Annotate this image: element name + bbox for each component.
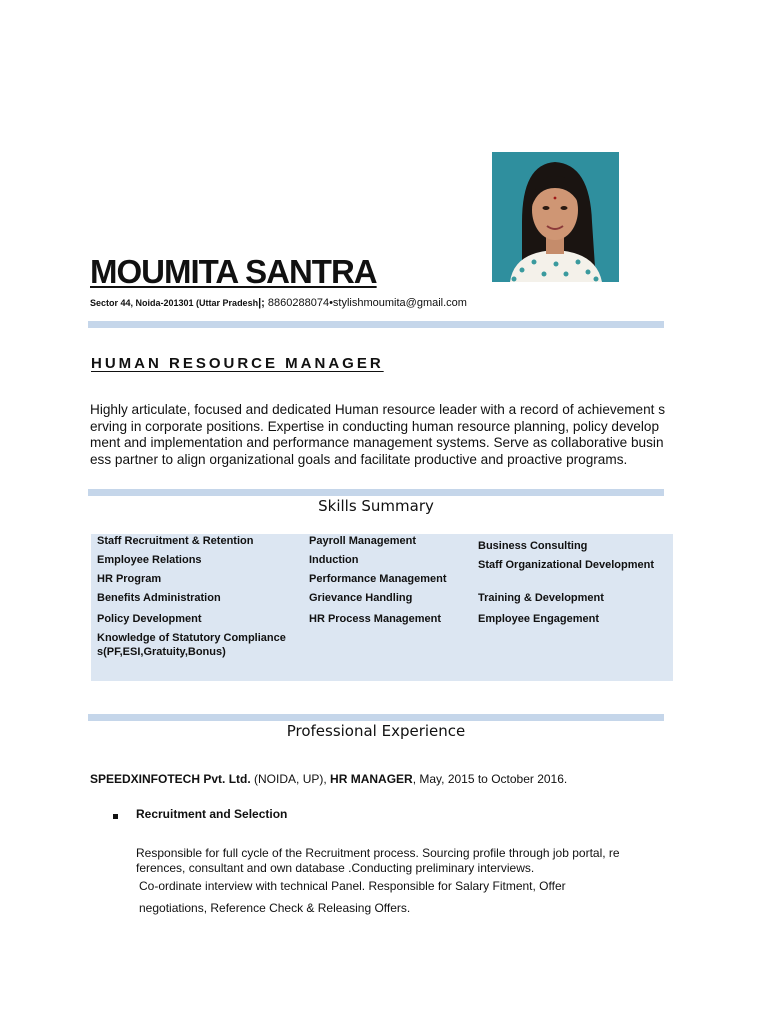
- candidate-name: MOUMITA SANTRA: [90, 253, 377, 290]
- skill-item: Grievance Handling: [309, 592, 413, 604]
- phone-number: 8860288074: [264, 297, 330, 309]
- skill-item: Employee Engagement: [478, 613, 600, 625]
- profile-photo: [492, 152, 619, 282]
- email-address[interactable]: stylishmoumita@gmail.com: [332, 297, 467, 309]
- responsibility-title: Recruitment and Selection: [136, 807, 288, 821]
- responsibility-line: ferences, consultant and own database .Conducting preliminary interviews.: [136, 861, 535, 875]
- experience-heading: Professional Experience: [286, 722, 466, 740]
- responsibility-line: negotiations, Reference Check & Releasing Offers.: [139, 901, 411, 915]
- portrait-image: [492, 152, 619, 282]
- contact-line: [90, 296, 467, 310]
- job-title: HUMAN RESOURCE MANAGER: [91, 355, 384, 372]
- skill-item: Staff Recruitment & Retention: [97, 535, 254, 547]
- skill-item: Policy Development: [97, 613, 202, 625]
- skill-item: Training & Development: [478, 592, 604, 604]
- skills-table: [91, 534, 673, 681]
- role-title: HR MANAGER: [330, 772, 413, 786]
- skill-item: Knowledge of Statutory Compliance s(PF,ESI,Gratuity,Bonus): [97, 632, 286, 658]
- skill-item: HR Process Management: [309, 613, 442, 625]
- experience-divider: [88, 714, 664, 721]
- skill-item: HR Program: [97, 573, 162, 585]
- responsibility-line: Co-ordinate interview with technical Panel. Responsible for Salary Fitment, Offer: [139, 879, 566, 893]
- company-location: (NOIDA, UP),: [250, 772, 331, 786]
- skills-divider: [88, 489, 664, 496]
- skill-item: Benefits Administration: [97, 592, 221, 604]
- skill-item: Employee Relations: [97, 554, 202, 566]
- address: Sector 44, Noida-201301 (Uttar Pradesh: [90, 298, 259, 308]
- company-name: SPEEDXINFOTECH Pvt. Ltd.: [90, 772, 251, 786]
- employment-line: [90, 772, 567, 786]
- skill-item: Business Consulting: [478, 540, 588, 552]
- responsibility-line: Responsible for full cycle of the Recruitment process. Sourcing profile through job portal, re: [136, 846, 620, 860]
- skill-item: Staff Organizational Development: [478, 559, 655, 571]
- skills-heading: Skills Summary: [318, 497, 434, 515]
- address-separator: |;: [258, 297, 265, 309]
- bullet-icon: [113, 814, 118, 819]
- skill-item: Performance Management: [309, 573, 447, 585]
- email-separator: •: [329, 297, 333, 309]
- header-divider: [88, 321, 664, 328]
- profile-summary: Highly articulate, focused and dedicated Human resource leader with a record of achievement serving in corporate positions. Expertise in conducting human resource planning, policy development and implementation and performance management systems. Serve as collaborative business partner to align organizational goals and facilitate productive and proactive programs.: [90, 402, 666, 467]
- skill-item: Payroll Management: [309, 535, 416, 547]
- employment-period: , May, 2015 to October 2016.: [412, 772, 568, 786]
- skill-item: Induction: [309, 554, 359, 566]
